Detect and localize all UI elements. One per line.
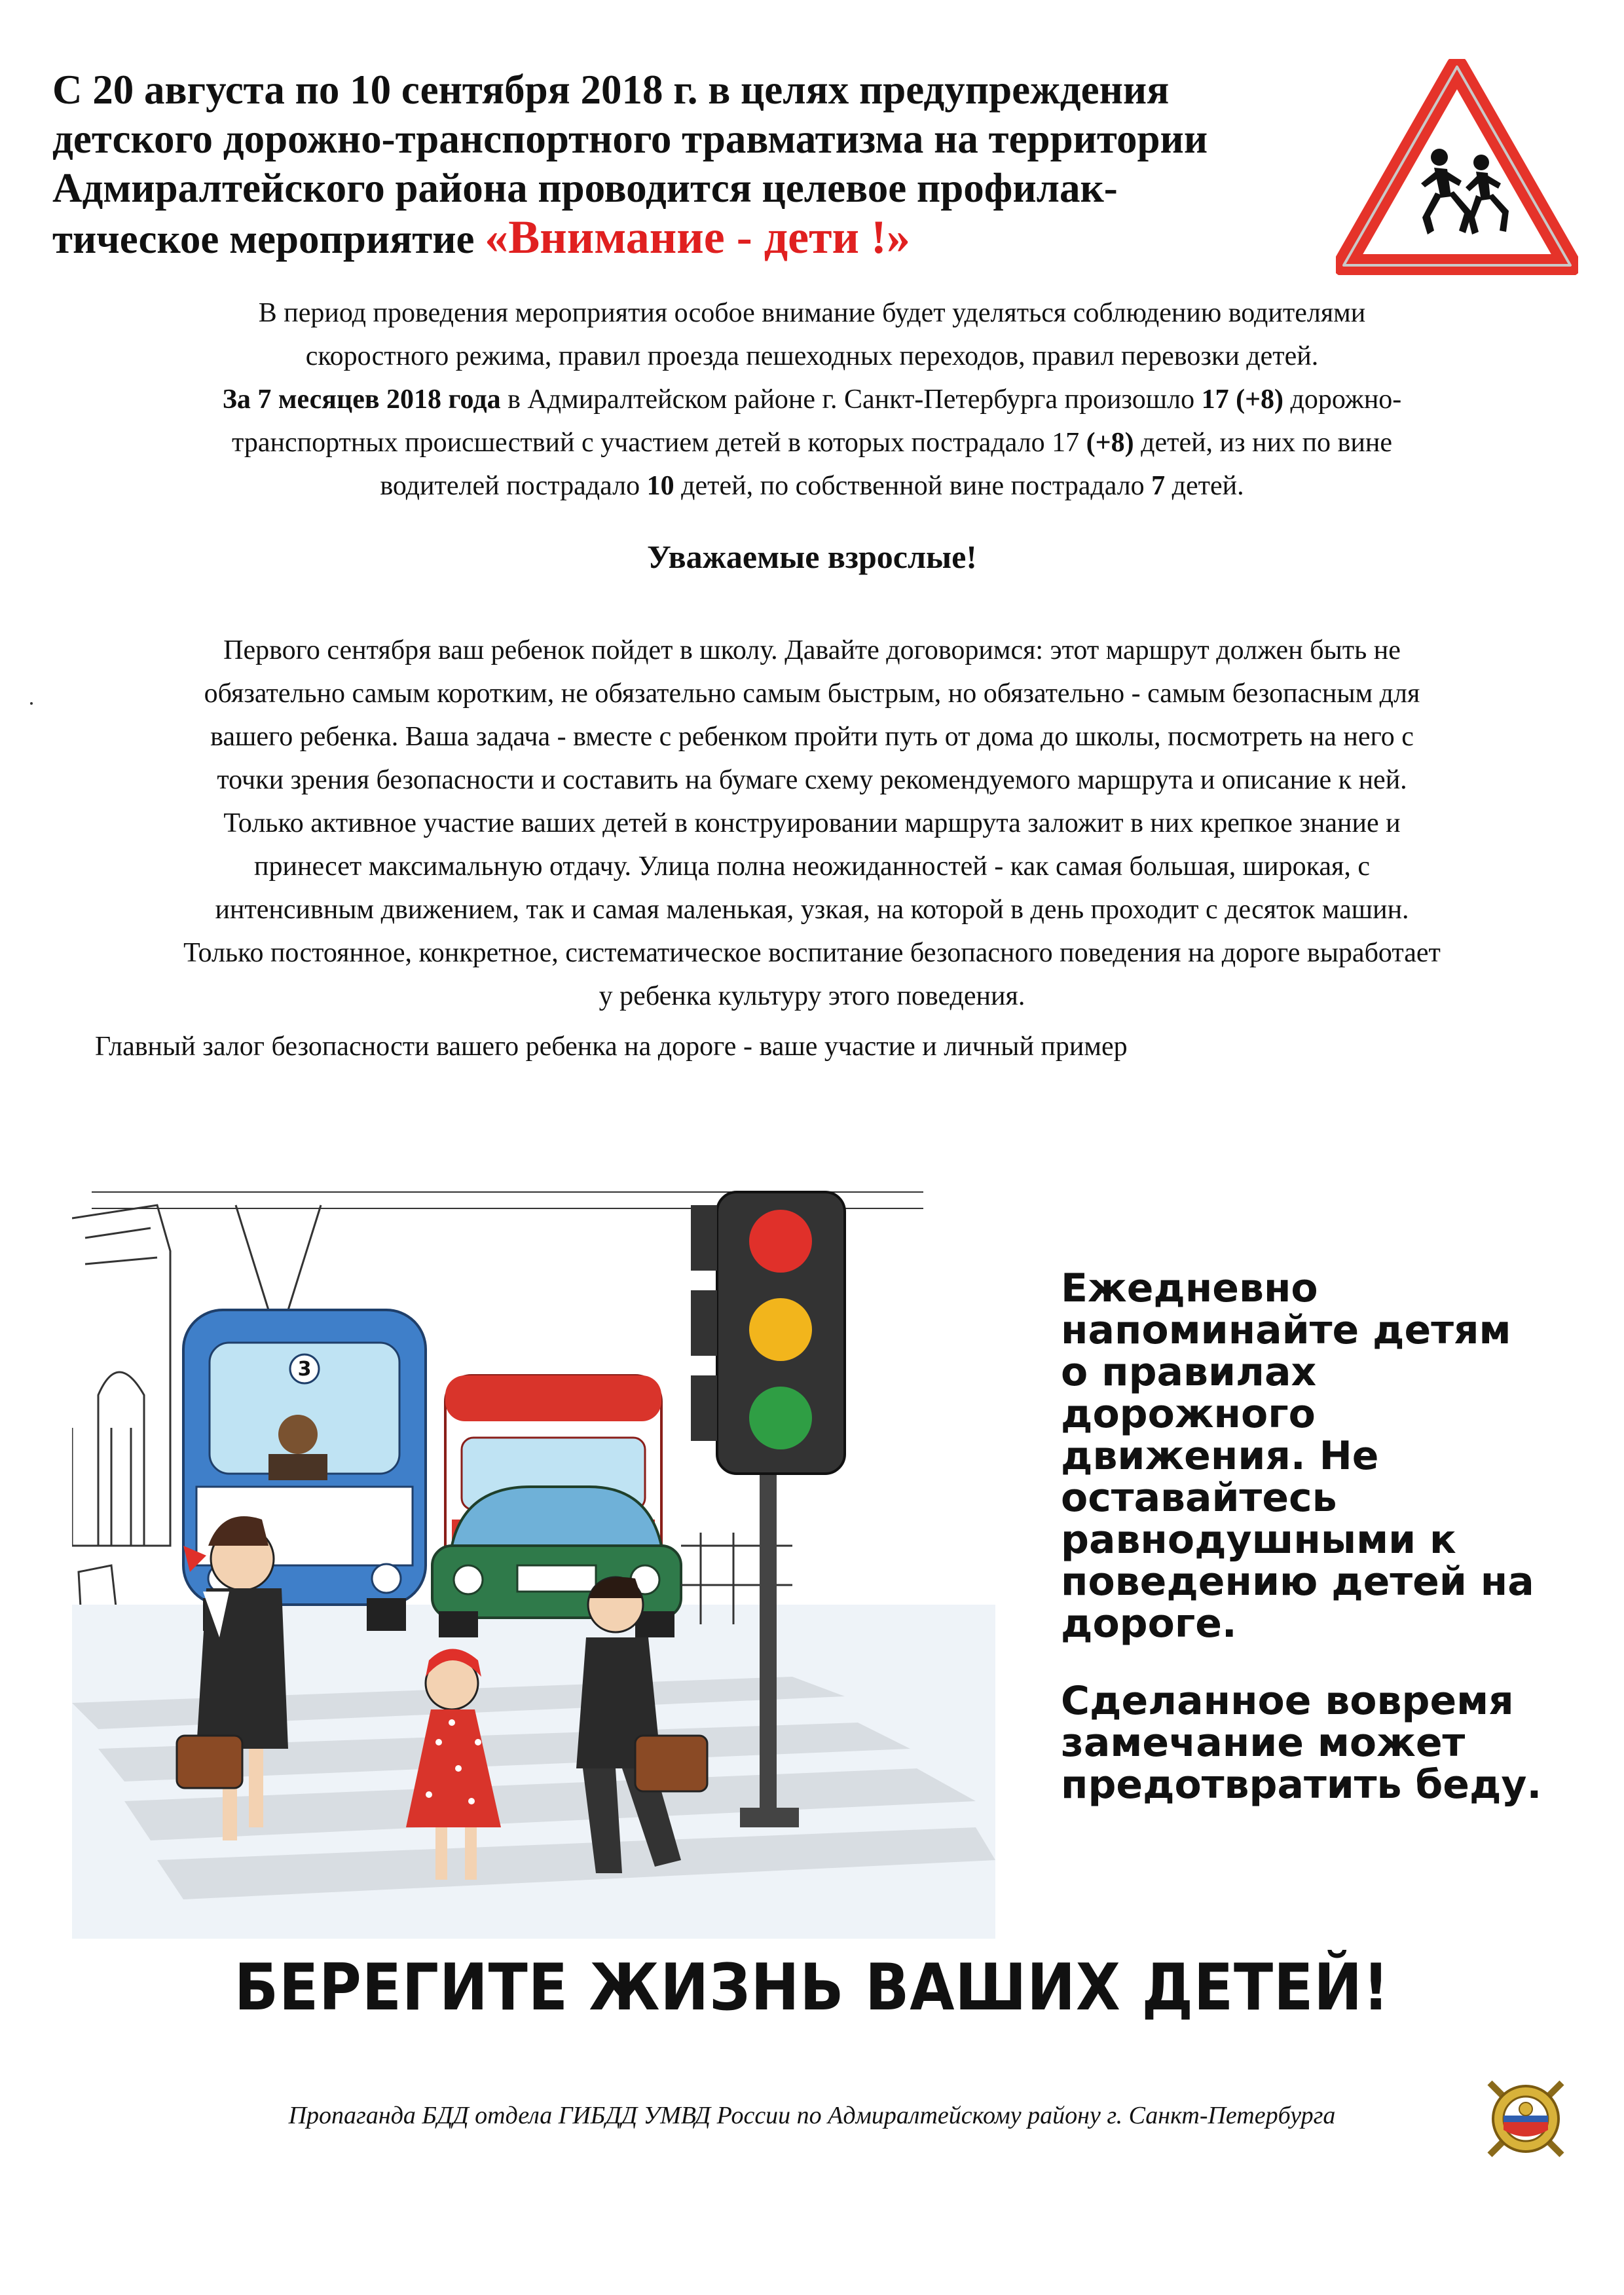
body-line: вашего ребенка. Ваша задача - вместе с ребенком пройти путь от дома до школы, посмотреть на него с	[210, 722, 1414, 752]
scan-dot	[30, 702, 33, 705]
street-crossing-illustration	[72, 1179, 995, 1939]
children-crossing-warning-sign-icon	[1336, 59, 1578, 275]
parent-advice-body	[52, 629, 1572, 1018]
stats-text: детей.	[1165, 471, 1244, 501]
advice-line: замечание может	[1061, 1720, 1466, 1766]
slogan-heading: БЕРЕГИТЕ ЖИЗНЬ ВАШИХ ДЕТЕЙ!	[234, 1950, 1390, 2025]
stats-text: в Адмиралтейском районе г. Санкт-Петербурга произошло	[500, 384, 1202, 415]
advice-line: о правилах	[1061, 1349, 1317, 1395]
advice-line: движения. Не	[1061, 1433, 1379, 1479]
stats-text: водителей пострадало	[380, 471, 647, 501]
advice-line: оставайтесь	[1061, 1475, 1337, 1521]
daily-reminder-advice	[1061, 1267, 1585, 1841]
body-closing-line: Главный залог безопасности вашего ребенка на дороге - ваше участие и личный пример	[95, 1032, 1128, 1062]
advice-line: предотвратить беду.	[1061, 1762, 1542, 1808]
advice-paragraph-2	[1061, 1680, 1585, 1806]
yellow-light-icon	[749, 1298, 812, 1361]
stats-text: детей, из них по вине	[1134, 428, 1392, 458]
advice-line: Ежедневно	[1061, 1265, 1318, 1311]
body-line: Только постоянное, конкретное, систематическое воспитание безопасного поведения на дороге выработает	[183, 938, 1441, 968]
body-line: обязательно самым коротким, не обязательно самым быстрым, но обязательно - самым безопасным для	[204, 679, 1420, 709]
advice-line: напоминайте детям	[1061, 1307, 1511, 1353]
stats-text: детей, по собственной вине пострадало	[674, 471, 1152, 501]
red-light-icon	[749, 1210, 812, 1273]
stats-own-fault-count: 7	[1151, 471, 1166, 501]
advice-paragraph-1	[1061, 1267, 1585, 1645]
building-illustration	[72, 1205, 170, 1631]
body-line: интенсивным движением, так и самая маленькая, узкая, на которой в день проходит с десяток машин.	[215, 895, 1409, 925]
stats-text: транспортных происшествий с участием детей в которых пострадало 17	[232, 428, 1086, 458]
stats-period: За 7 месяцев 2018 года	[222, 384, 501, 415]
header-line-3: Адмиралтейского района проводится целевое профилак-	[52, 165, 1118, 211]
header-line-4-prefix: тическое мероприятие	[52, 216, 485, 262]
stats-line-2	[59, 421, 1565, 464]
body-line: принесет максимальную отдачу. Улица полна неожиданностей - как самая большая, широкая, с	[254, 851, 1370, 882]
stats-line-3	[59, 464, 1565, 508]
stats-injured-delta: (+8)	[1086, 428, 1134, 458]
green-light-icon	[749, 1387, 812, 1449]
header-announcement	[52, 65, 1316, 264]
stats-driver-fault-count: 10	[646, 471, 674, 501]
footer-attribution: Пропаганда БДД отдела ГИБДД УМВД России по Адмиралтейскому району г. Санкт-Петербурга	[288, 2102, 1336, 2129]
header-line-4	[52, 213, 1316, 264]
bus-number: 3	[297, 1358, 312, 1381]
intro-section	[59, 291, 1565, 508]
intro-line-1: В период проведения мероприятия особое внимание будет уделяться соблюдению водителями	[258, 298, 1366, 328]
car-illustration	[432, 1487, 681, 1637]
advice-line: поведению детей на	[1061, 1559, 1534, 1605]
stats-accidents-count: 17 (+8)	[1201, 384, 1283, 415]
body-line: у ребенка культуру этого поведения.	[599, 981, 1025, 1011]
header-line-1: С 20 августа по 10 сентября 2018 г. в целях предупреждения	[52, 67, 1170, 113]
event-title-highlight: «Внимание - дети !»	[485, 211, 910, 263]
advice-line: дорожного	[1061, 1391, 1316, 1437]
body-line: Первого сентября ваш ребенок пойдет в школу. Давайте договоримся: этот маршрут должен быть не	[223, 635, 1401, 665]
greeting-heading: Уважаемые взрослые!	[647, 538, 977, 575]
trolleybus-illustration	[183, 1310, 426, 1631]
stats-line-1	[59, 378, 1565, 421]
stats-text: дорожно-	[1283, 384, 1402, 415]
intro-line-2: скоростного режима, правил проезда пешеходных переходов, правил перевозки детей.	[305, 341, 1319, 371]
body-line: Только активное участие ваших детей в конструировании маршрута заложит в них крепкое знание и	[223, 808, 1401, 838]
header-line-2: детского дорожно-транспортного травматизма на территории	[52, 116, 1208, 162]
advice-line: Сделанное вовремя	[1061, 1678, 1514, 1724]
gibdd-emblem-icon	[1483, 2070, 1568, 2168]
advice-line: равнодушными к	[1061, 1517, 1456, 1563]
advice-line: дороге.	[1061, 1601, 1237, 1647]
body-line: точки зрения безопасности и составить на бумаге схему рекомендуемого маршрута и описание к ней.	[217, 765, 1407, 795]
